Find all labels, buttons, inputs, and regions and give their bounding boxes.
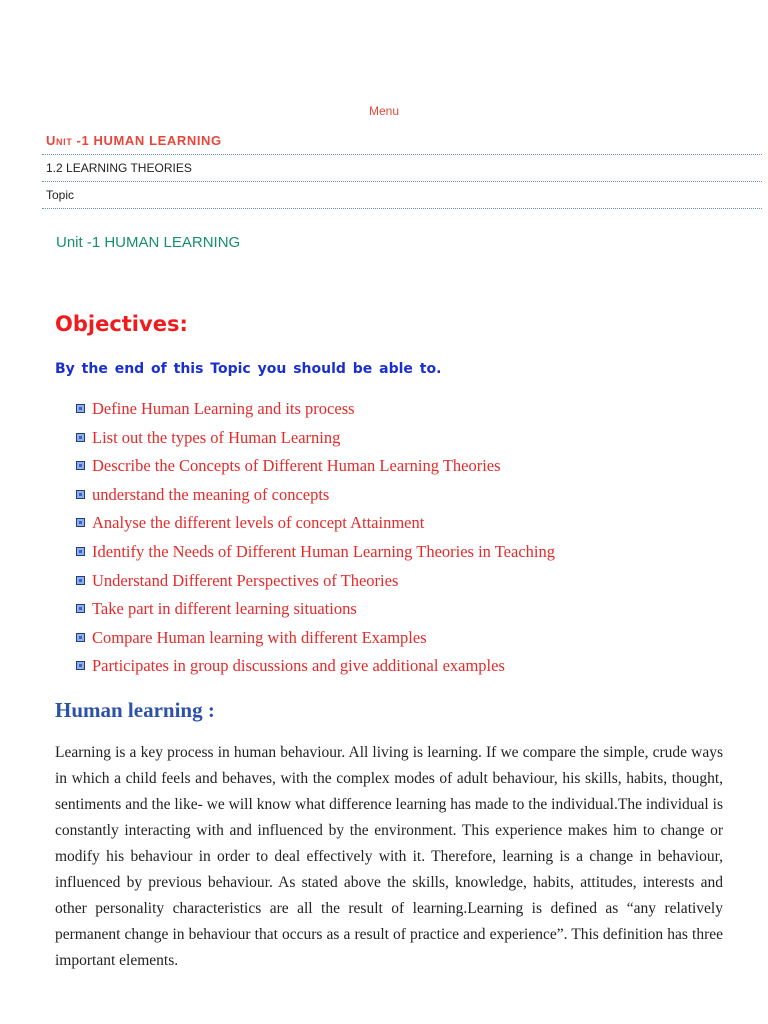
objective-item bbox=[76, 453, 555, 482]
square-bullet-icon bbox=[76, 518, 85, 527]
objectives-title: Objectives: bbox=[55, 312, 188, 336]
square-bullet-icon bbox=[76, 433, 85, 442]
square-bullet-icon bbox=[76, 404, 85, 413]
nav-unit-prefix: Unit bbox=[46, 133, 73, 148]
square-bullet-icon bbox=[76, 576, 85, 585]
nav-unit-title: -1 HUMAN LEARNING bbox=[72, 133, 222, 148]
human-learning-heading: Human learning : bbox=[55, 698, 215, 722]
objective-text: Compare Human learning with different Examples bbox=[92, 627, 427, 647]
objectives-list bbox=[76, 396, 555, 682]
objective-text: Define Human Learning and its process bbox=[92, 399, 355, 418]
objectives-intro: By the end of this Topic you should be able to. bbox=[55, 361, 442, 377]
square-bullet-icon bbox=[76, 633, 85, 642]
objective-item bbox=[76, 568, 555, 597]
objective-item bbox=[76, 482, 555, 511]
objective-text: understand the meaning of concepts bbox=[92, 484, 330, 504]
human-learning-paragraph: Learning is a key process in human behaviour. All living is learning. If we compare the simple, crude ways in which a child feels and behaves, with the complex modes of adult behaviour, his skills, habits, thought, sentiments and the like- we will know what difference learning has made to the individual.The individual is constantly interacting with and influenced by the environment. This experience makes him to change or modify his behaviour in order to deal effectively with it. Therefore, learning is a change in behaviour, influenced by previous behaviour. As stated above the skills, knowledge, habits, attitudes, interests and other personality characteristics are all the result of learning.Learning is defined as “any relatively permanent change in behaviour that occurs as a result of practice and experience”. This definition has three important elements. bbox=[55, 744, 723, 969]
objective-item bbox=[76, 425, 555, 454]
objective-text: Take part in different learning situations bbox=[92, 599, 357, 619]
square-bullet-icon bbox=[76, 661, 85, 670]
square-bullet-icon bbox=[76, 604, 85, 613]
objective-item bbox=[76, 510, 555, 539]
objective-text: Understand Different Perspectives of Theories bbox=[92, 570, 399, 590]
square-bullet-icon bbox=[76, 490, 85, 499]
objective-text: Participates in group discussions and give additional examples bbox=[92, 656, 505, 676]
unit-heading: Unit -1 HUMAN LEARNING bbox=[56, 234, 241, 251]
objective-item bbox=[76, 396, 555, 425]
square-bullet-icon bbox=[76, 461, 85, 470]
objective-item bbox=[76, 539, 555, 568]
objective-item bbox=[76, 625, 555, 654]
objective-text: List out the types of Human Learning bbox=[92, 427, 341, 447]
square-bullet-icon bbox=[76, 547, 85, 556]
objective-item bbox=[76, 653, 555, 682]
menu-link[interactable]: Menu bbox=[368, 104, 400, 118]
breadcrumb-nav bbox=[42, 128, 762, 209]
nav-item-section[interactable]: 1.2 LEARNING THEORIES bbox=[42, 155, 762, 182]
nav-item-unit[interactable] bbox=[42, 128, 762, 155]
objective-text: Identify the Needs of Different Human Learning Theories in Teaching bbox=[92, 541, 555, 561]
nav-item-topic[interactable]: Topic bbox=[42, 182, 762, 209]
objective-text: Analyse the different levels of concept Attainment bbox=[92, 513, 425, 533]
objective-text: Describe the Concepts of Different Human Learning Theories bbox=[92, 456, 501, 476]
objective-item bbox=[76, 596, 555, 625]
